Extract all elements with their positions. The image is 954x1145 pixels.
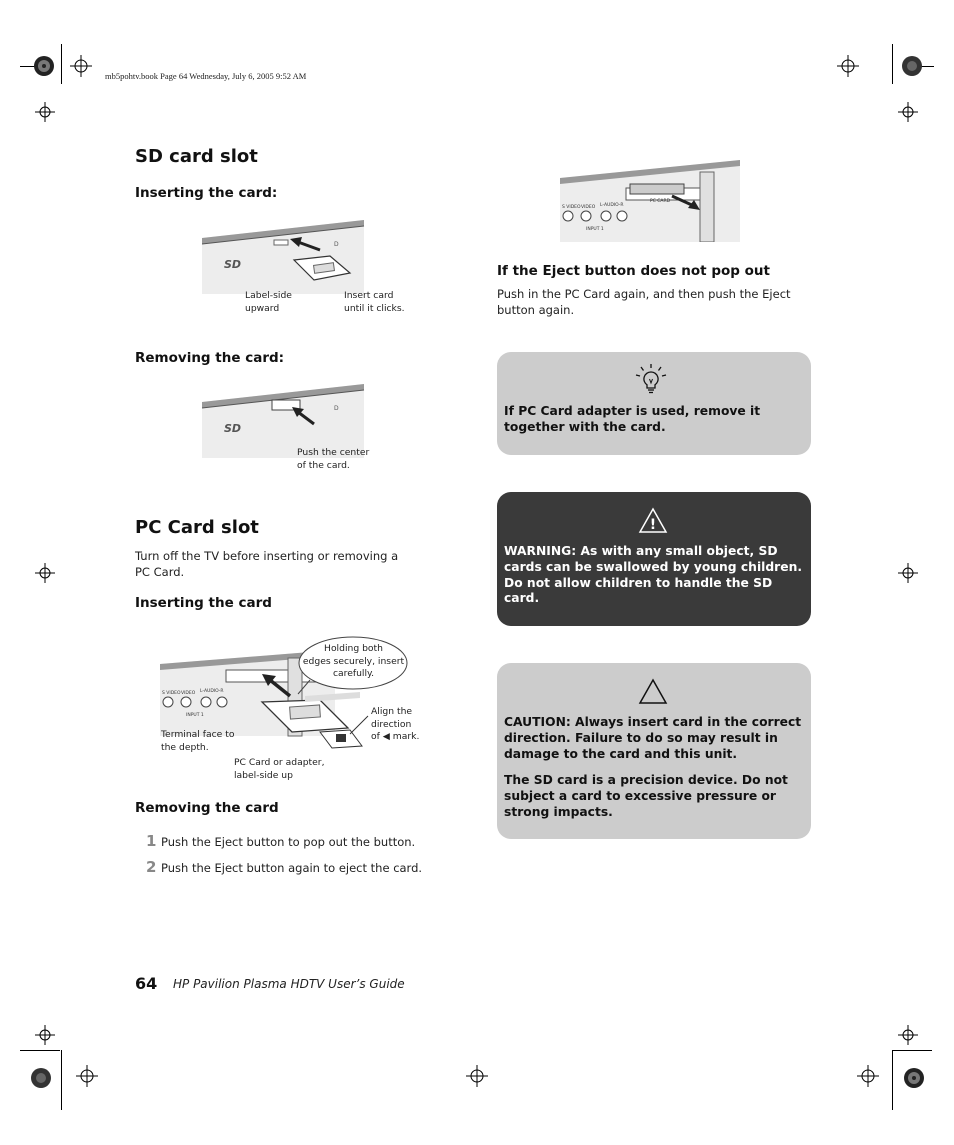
sd-removing-heading: Removing the card: bbox=[135, 350, 285, 366]
lightbulb-icon bbox=[634, 363, 668, 397]
step-number: 2 bbox=[146, 858, 157, 876]
crosshair-icon bbox=[70, 55, 92, 77]
registration-mark-icon bbox=[903, 1067, 925, 1089]
warning-box bbox=[497, 492, 811, 626]
warning-text: WARNING: As with any small object, SD cards can be swallowed by young children. Do not allow children to handle the SD card. bbox=[504, 544, 803, 606]
caution-triangle-icon bbox=[638, 678, 668, 705]
tip-text: If PC Card adapter is used, remove it together with the card. bbox=[504, 404, 761, 434]
precision-device-text: The SD card is a precision device. Do not subject a card to excessive pressure or strong impacts. bbox=[504, 773, 788, 819]
insert-card-caption: Insert card until it clicks. bbox=[344, 290, 405, 314]
input-label: INPUT 1 bbox=[586, 227, 604, 232]
audio-label: L-AUDIO-R bbox=[200, 689, 224, 694]
pc-eject-illustration bbox=[560, 158, 742, 242]
pc-inserting-heading: Inserting the card bbox=[135, 595, 272, 611]
step-text: Push the Eject button again to eject the card. bbox=[161, 861, 423, 875]
crosshair-icon bbox=[898, 102, 918, 122]
registration-mark-icon bbox=[901, 55, 923, 77]
svg-text:D: D bbox=[334, 405, 339, 412]
pc-adapter-caption: PC Card or adapter, label-side up bbox=[234, 757, 325, 781]
callout-text: Holding both edges securely, insert carefully. bbox=[302, 643, 405, 679]
audio-label: L-AUDIO-R bbox=[600, 203, 624, 208]
sd-logo: SD bbox=[224, 258, 242, 271]
align-direction-caption: Align the direction of ◀ mark. bbox=[371, 706, 420, 742]
terminal-face-caption: Terminal face to the depth. bbox=[161, 729, 235, 753]
registration-mark-icon bbox=[30, 1067, 52, 1089]
eject-text: Push in the PC Card again, and then push the Eject button again. bbox=[497, 287, 791, 317]
eject-heading: If the Eject button does not pop out bbox=[497, 263, 770, 279]
sd-logo: SD bbox=[224, 422, 242, 435]
warning-triangle-icon bbox=[638, 507, 668, 534]
crosshair-icon bbox=[35, 102, 55, 122]
step-number: 1 bbox=[146, 832, 157, 850]
sd-insert-illustration bbox=[202, 218, 365, 298]
pc-slot-label: PC CARD bbox=[650, 199, 671, 204]
sd-inserting-heading: Inserting the card: bbox=[135, 185, 278, 201]
crosshair-icon bbox=[35, 563, 55, 583]
push-center-caption: Push the center of the card. bbox=[297, 447, 370, 471]
crosshair-icon bbox=[898, 563, 918, 583]
video-label: VIDEO bbox=[581, 205, 596, 210]
svideo-label: S VIDEO bbox=[562, 205, 581, 210]
registration-mark-icon bbox=[33, 55, 55, 77]
caution-text: CAUTION: Always insert card in the correct direction. Failure to do so may result in damage to the card and this unit. bbox=[504, 715, 802, 761]
page-number: 64 bbox=[135, 974, 158, 993]
pc-removing-heading: Removing the card bbox=[135, 800, 279, 816]
crosshair-icon bbox=[898, 1025, 918, 1045]
tip-box bbox=[497, 352, 811, 455]
svideo-label: S VIDEO bbox=[162, 691, 181, 696]
sd-section-title: SD card slot bbox=[135, 146, 258, 167]
step-text: Push the Eject button to pop out the button. bbox=[161, 835, 416, 849]
crosshair-icon bbox=[466, 1065, 488, 1087]
crosshair-icon bbox=[857, 1065, 879, 1087]
crosshair-icon bbox=[35, 1025, 55, 1045]
svg-text:D: D bbox=[334, 241, 339, 248]
crosshair-icon bbox=[837, 55, 859, 77]
caution-box bbox=[497, 663, 811, 839]
video-label: VIDEO bbox=[181, 691, 196, 696]
guide-title: HP Pavilion Plasma HDTV User’s Guide bbox=[173, 977, 405, 991]
label-side-caption: Label-side upward bbox=[245, 290, 292, 314]
file-info-header: mb5pohtv.book Page 64 Wednesday, July 6, 2005 9:52 AM bbox=[105, 71, 307, 81]
warning-symbol: ! bbox=[649, 517, 657, 533]
pc-intro-text: Turn off the TV before inserting or removing a PC Card. bbox=[135, 549, 399, 579]
input-label: INPUT 1 bbox=[186, 713, 204, 718]
crosshair-icon bbox=[76, 1065, 98, 1087]
pc-section-title: PC Card slot bbox=[135, 517, 259, 538]
